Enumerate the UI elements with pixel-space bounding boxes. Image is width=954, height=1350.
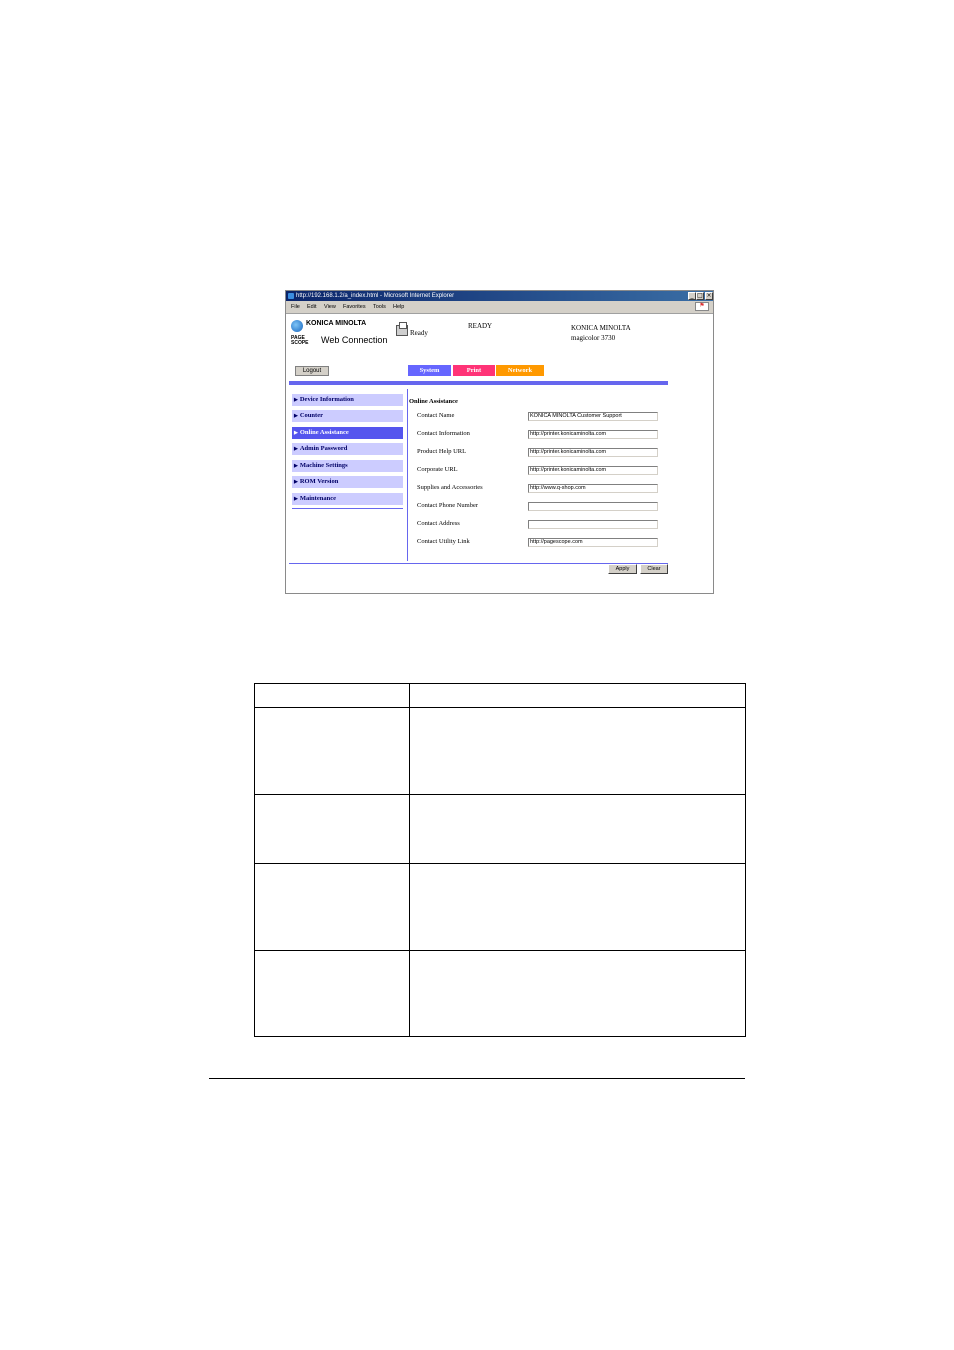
- sidebar-item-rom-version[interactable]: [292, 476, 403, 488]
- minimize-button[interactable]: _: [688, 292, 696, 300]
- sidebar-item-label: ROM Version: [299, 478, 339, 485]
- konica-minolta-logo-icon: [291, 320, 303, 332]
- sidebar-item-label: Device Information: [299, 396, 354, 403]
- sidebar-item-maintenance[interactable]: [292, 493, 403, 505]
- corporate-url-label: Corporate URL: [417, 466, 458, 473]
- table-row: [255, 951, 746, 1037]
- title-bar: [286, 291, 713, 301]
- sidebar-item-label: Maintenance: [299, 495, 336, 502]
- product-name: Web Connection: [321, 335, 388, 345]
- table-cell: [410, 864, 746, 951]
- device-maker: KONICA MINOLTA: [571, 324, 631, 332]
- apply-button[interactable]: Apply: [608, 564, 637, 574]
- menu-view[interactable]: View: [324, 304, 336, 310]
- contact-address-label: Contact Address: [417, 520, 460, 527]
- tab-network[interactable]: Network: [496, 365, 544, 376]
- sidebar-item-online-assistance[interactable]: [292, 427, 403, 439]
- corporate-url-input[interactable]: http://printer.konicaminolta.com: [528, 466, 658, 475]
- menu-help[interactable]: Help: [393, 304, 405, 310]
- sidebar-item-counter[interactable]: [292, 410, 403, 422]
- brand-name: KONICA MINOLTA: [306, 320, 367, 327]
- supplies-accessories-label: Supplies and Accessories: [417, 484, 483, 491]
- menu-bar: [286, 301, 713, 314]
- contact-information-input[interactable]: http://printer.konicaminolta.com: [528, 430, 658, 439]
- clear-button[interactable]: Clear: [640, 564, 668, 574]
- arrow-right-icon: ▶: [294, 497, 298, 502]
- arrow-right-icon: ▶: [294, 464, 298, 469]
- sidebar-item-admin-password[interactable]: [292, 443, 403, 455]
- table-header-cell: [410, 684, 746, 708]
- sidebar-item-label: Online Assistance: [299, 429, 349, 436]
- tab-system[interactable]: System: [408, 365, 451, 376]
- menu-edit[interactable]: Edit: [307, 304, 317, 310]
- product-help-url-label: Product Help URL: [417, 448, 467, 455]
- page-content: [286, 314, 713, 593]
- arrow-right-icon: ▶: [294, 447, 298, 452]
- sidebar-item-device-information[interactable]: [292, 394, 403, 406]
- table-row: [255, 795, 746, 864]
- menu-favorites[interactable]: Favorites: [343, 304, 366, 310]
- table-row: [255, 864, 746, 951]
- table-cell: [410, 795, 746, 864]
- section-title: Online Assistance: [409, 398, 458, 405]
- device-status: READY: [468, 322, 493, 330]
- sidebar-divider: [292, 508, 403, 509]
- content-divider: [407, 389, 408, 561]
- menu-file[interactable]: File: [291, 304, 300, 310]
- supplies-accessories-input[interactable]: http://www.q-shop.com: [528, 484, 658, 493]
- contact-phone-input[interactable]: [528, 502, 658, 511]
- table-row: [255, 708, 746, 795]
- contact-utility-link-input[interactable]: http://pagescope.com: [528, 538, 658, 547]
- arrow-right-icon: ▶: [294, 414, 298, 419]
- contact-name-label: Contact Name: [417, 412, 455, 419]
- arrow-right-icon: ▶: [294, 480, 298, 485]
- contact-address-input[interactable]: [528, 520, 658, 529]
- logout-button[interactable]: Logout: [295, 366, 329, 376]
- printer-status-label: Ready: [410, 329, 428, 337]
- printer-icon: [396, 325, 408, 336]
- page-footer-rule: [209, 1078, 745, 1079]
- window-title: http://192.168.1.2/a_index.html - Microsoft Internet Explorer: [296, 293, 455, 299]
- description-table: [254, 683, 746, 1037]
- contact-phone-label: Contact Phone Number: [417, 502, 479, 509]
- table-cell: [255, 795, 410, 864]
- contact-information-label: Contact Information: [417, 430, 470, 437]
- arrow-right-icon: ▶: [294, 398, 298, 403]
- table-cell: [255, 951, 410, 1037]
- table-cell: [410, 951, 746, 1037]
- contact-name-input[interactable]: KONICA MINOLTA Customer Support: [528, 412, 658, 421]
- arrow-right-icon: ▶: [294, 431, 298, 436]
- header-divider: [289, 381, 668, 385]
- browser-window: [285, 290, 714, 594]
- menu-tools[interactable]: Tools: [373, 304, 386, 310]
- table-cell: [255, 708, 410, 795]
- contact-utility-link-label: Contact Utility Link: [417, 538, 470, 545]
- sidebar-item-label: Counter: [299, 412, 323, 419]
- maximize-button[interactable]: □: [697, 292, 703, 299]
- close-button[interactable]: ×: [706, 292, 712, 299]
- sidebar-item-label: Admin Password: [299, 445, 348, 452]
- table-header-cell: [255, 684, 410, 708]
- tab-print[interactable]: Print: [453, 365, 495, 376]
- sidebar-item-machine-settings[interactable]: [292, 460, 403, 472]
- device-model: magicolor 3730: [571, 334, 616, 342]
- table-row: [255, 684, 746, 708]
- windows-logo-icon: ⚑: [695, 302, 709, 311]
- internet-explorer-icon: [288, 293, 294, 299]
- table-cell: [255, 864, 410, 951]
- pagescope-logo: PAGE SCOPE: [291, 335, 309, 346]
- sidebar-item-label: Machine Settings: [299, 462, 348, 469]
- table-cell: [410, 708, 746, 795]
- product-help-url-input[interactable]: http://printer.konicaminolta.com: [528, 448, 658, 457]
